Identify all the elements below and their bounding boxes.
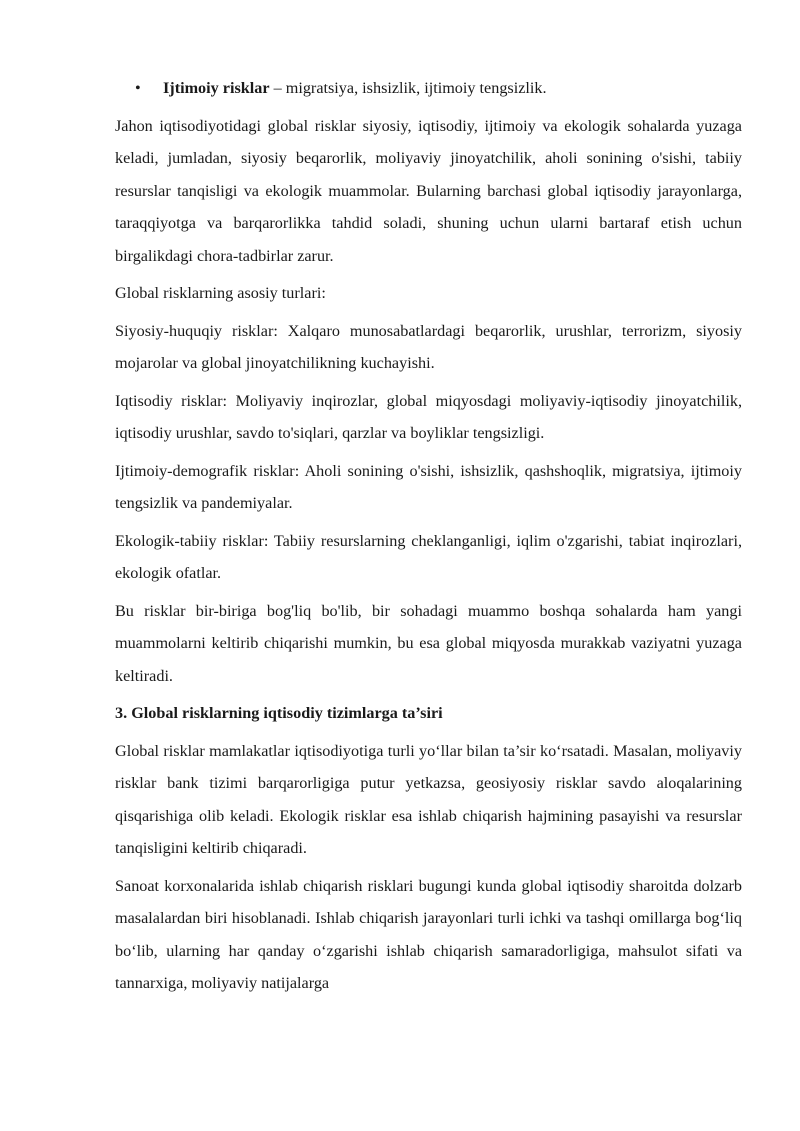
document-page xyxy=(115,72,742,1005)
bullet-item-social-risks xyxy=(115,72,742,105)
section-heading: 3. Global risklarning iqtisodiy tizimlarga ta’siri xyxy=(115,704,443,722)
paragraph-ecological-risks: Ekologik-tabiiy risklar: Tabiiy resurslarning cheklanganligi, iqlim o'zgarishi, tabiat inqirozlari, ekologik ofatlar. xyxy=(115,531,742,582)
bullet-text: – migratsiya, ishsizlik, ijtimoiy tengsizlik. xyxy=(269,79,547,97)
paragraph-interconnected-risks: Bu risklar bir-biriga bog'liq bo'lib, bir sohadagi muammo boshqa sohalarda ham yangi muammolarni keltirib chiqarishi mumkin, bu esa global miqyosda murakkab vaziyatni yuzaga keltiradi. xyxy=(115,601,742,685)
bullet-dot-icon: • xyxy=(135,79,141,97)
paragraph-global-risks-intro: Jahon iqtisodiyotidagi global risklar siyosiy, iqtisodiy, ijtimoiy va ekologik sohalarda yuzaga keladi, jumladan, siyosiy beqarorlik, moliyaviy jinoyatchilik, aholi sonining o'sishi, tabiiy resurslar tanqisligi va ekologik muammolar. Bularning barchasi global iqtisodiy jarayonlarga, taraqqiyotga va barqarorlikka tahdid soladi, shuning uchun ularni bartaraf etish uchun birgalikdagi chora-tadbirlar zarur. xyxy=(115,116,742,265)
paragraph-economic-risks: Iqtisodiy risklar: Moliyaviy inqirozlar, global miqyosdagi moliyaviy-iqtisodiy jinoyatchilik, iqtisodiy urushlar, savdo to'siqlari, qarzlar va boyliklar tengsizligi. xyxy=(115,391,742,442)
paragraph-risk-types-lead: Global risklarning asosiy turlari: xyxy=(115,284,326,302)
paragraph-political-legal-risks: Siyosiy-huquqiy risklar: Xalqaro munosabatlardagi beqarorlik, urushlar, terrorizm, siyosiy mojarolar va global jinoyatchilikning kuchayishi. xyxy=(115,321,742,372)
paragraph-social-demographic-risks: Ijtimoiy-demografik risklar: Aholi sonining o'sishi, ishsizlik, qashshoqlik, migratsiya, ijtimoiy tengsizlik va pandemiyalar. xyxy=(115,461,742,512)
paragraph-impact-on-economy: Global risklar mamlakatlar iqtisodiyotiga turli yo‘llar bilan ta’sir ko‘rsatadi. Masalan, moliyaviy risklar bank tizimi barqarorligiga putur yetkazsa, geosiyosiy risklar savdo aloqalarining qisqarishiga olib keladi. Ekologik risklar esa ishlab chiqarish hajmining pasayishi va resurslar tanqisligini keltirib chiqaradi. xyxy=(115,741,742,857)
bullet-term: Ijtimoiy risklar xyxy=(163,79,270,97)
paragraph-production-risks: Sanoat korxonalarida ishlab chiqarish risklari bugungi kunda global iqtisodiy sharoitda dolzarb masalalardan biri hisoblanadi. Ishlab chiqarish jarayonlari turli ichki va tashqi omillarga bog‘liq bo‘lib, ularning har qanday o‘zgarishi ishlab chiqarish samaradorligiga, mahsulot sifati va tannarxiga, moliyaviy natijalarga xyxy=(115,876,742,992)
